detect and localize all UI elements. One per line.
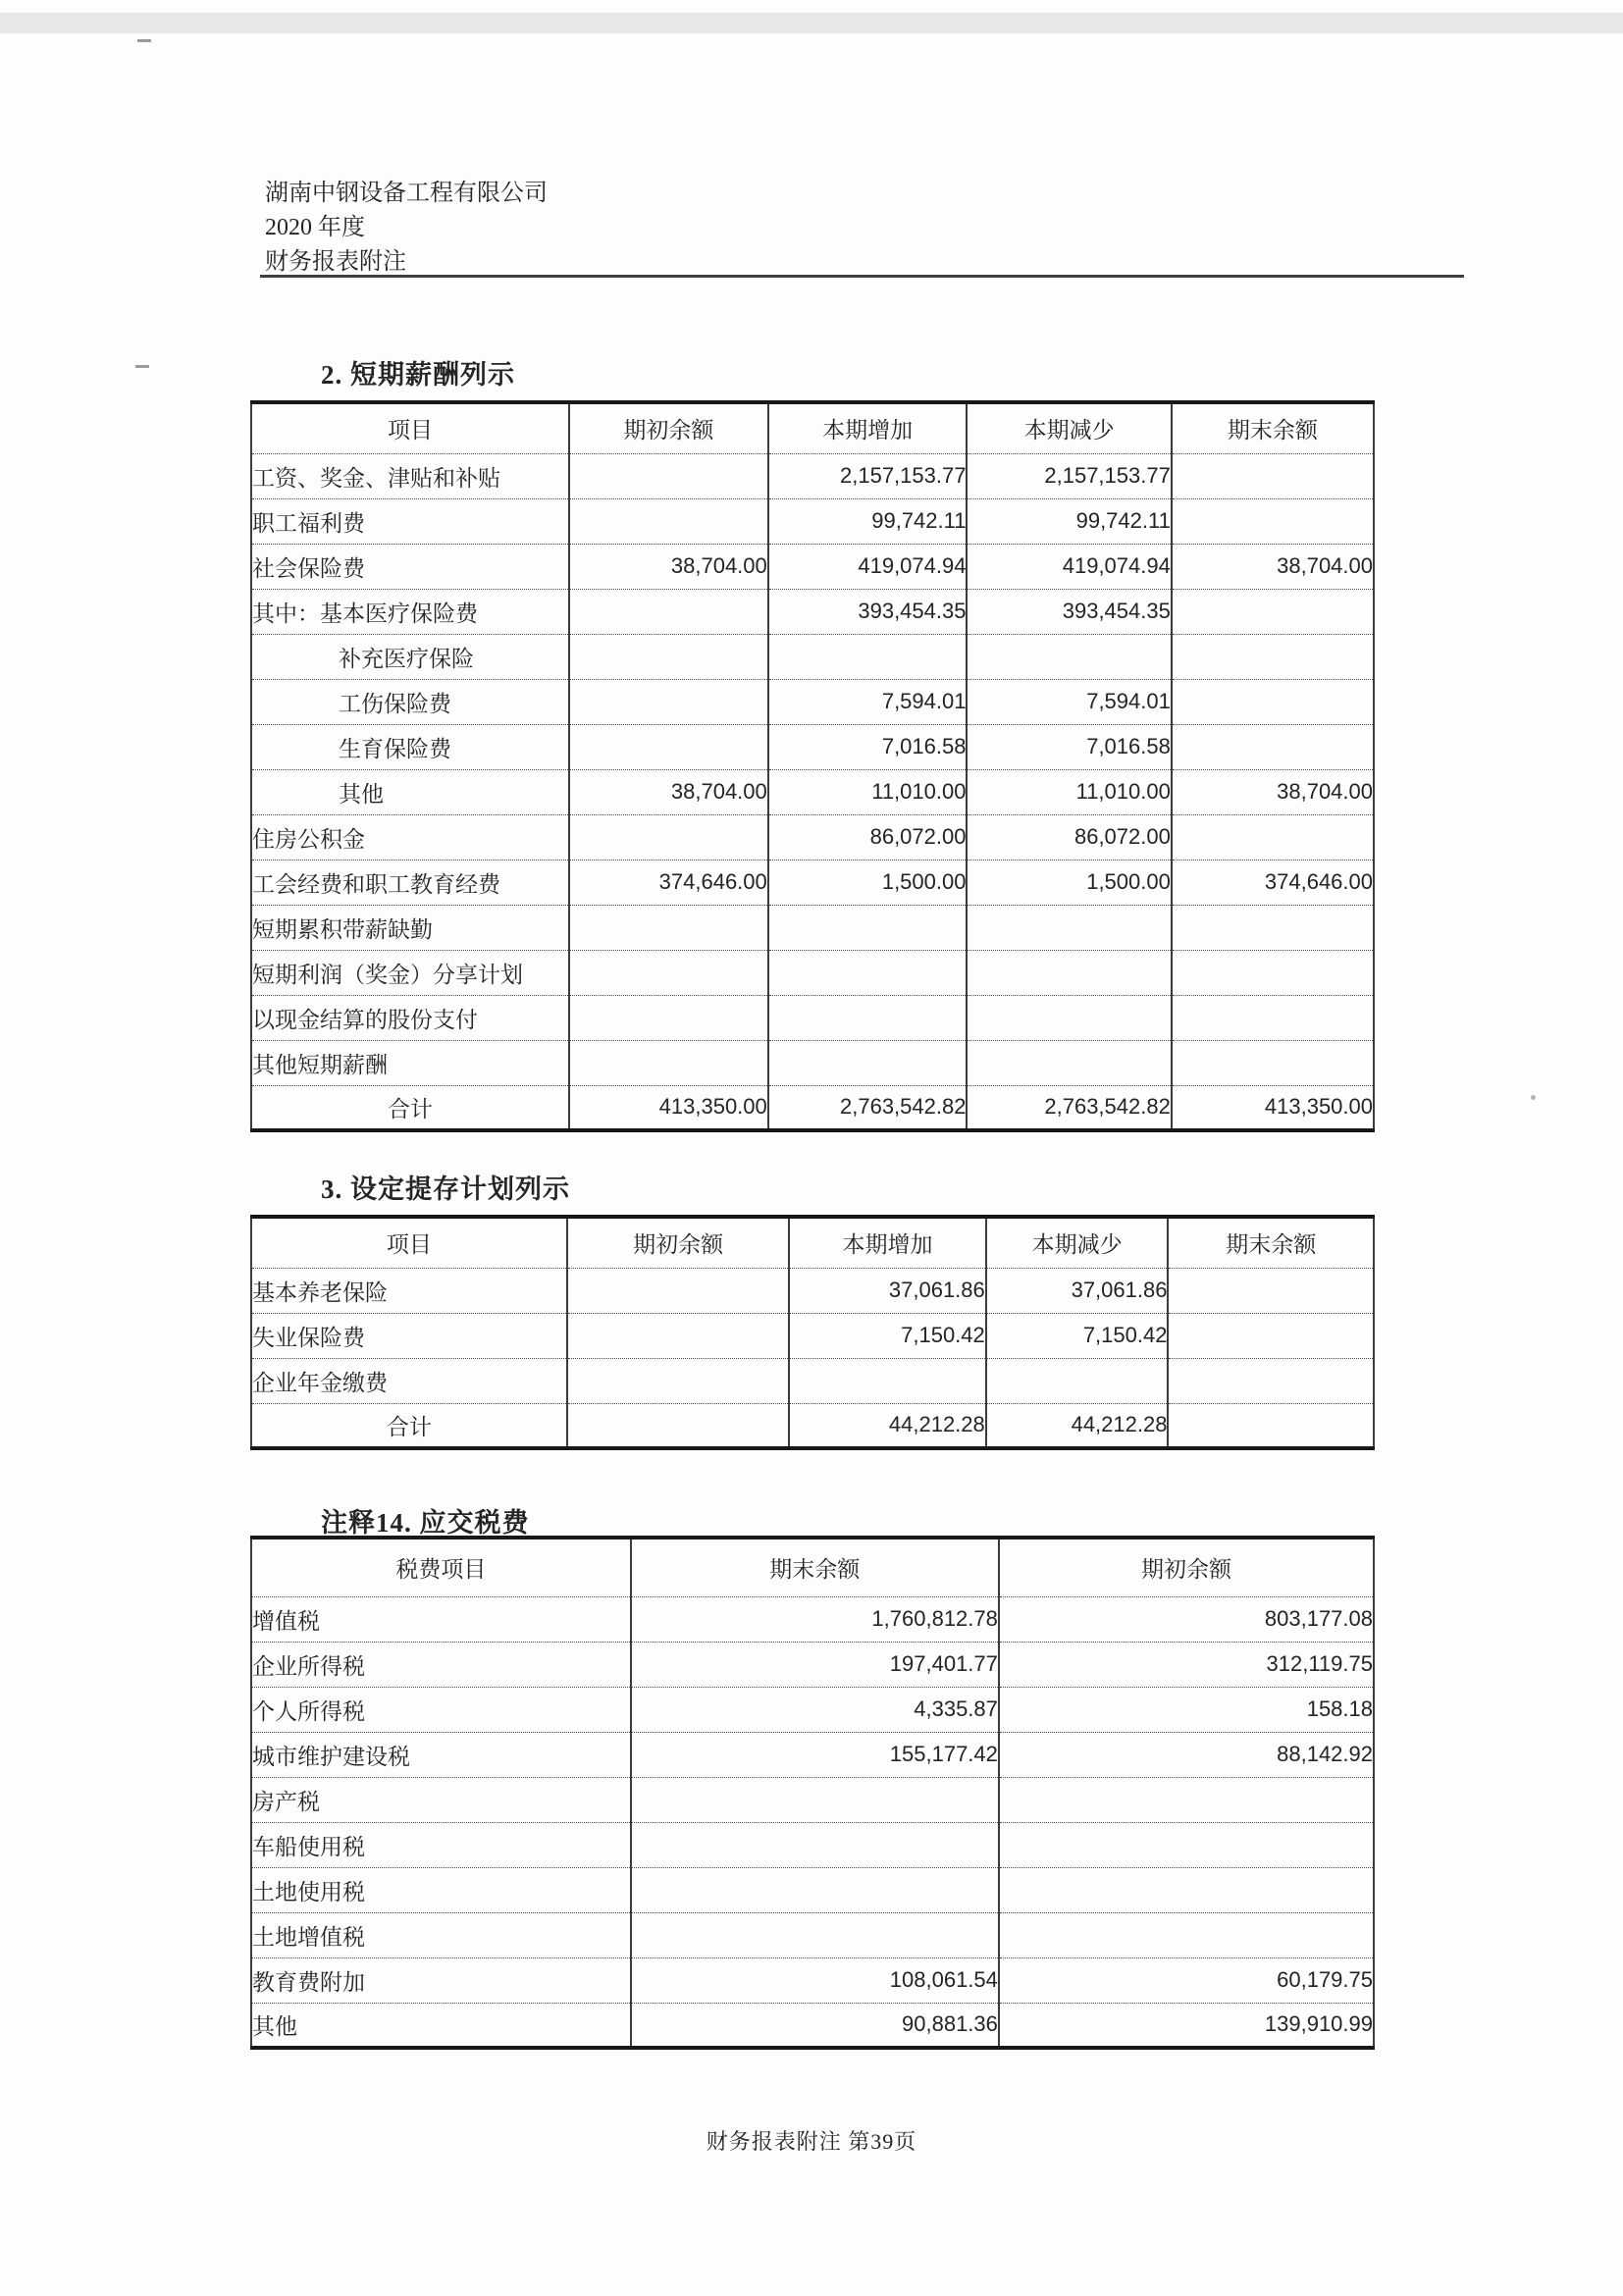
table-row [251, 589, 1374, 634]
column-header: 期初余额 [567, 1217, 790, 1268]
row-label: 补充医疗保险 [251, 634, 569, 679]
taxes-payable-table [250, 1536, 1375, 2050]
cell-value: 1,500.00 [967, 860, 1171, 905]
cell-value [631, 1867, 999, 1912]
table-row [251, 1085, 1374, 1130]
row-label: 短期累积带薪缺勤 [251, 905, 569, 950]
cell-value [569, 905, 768, 950]
cell-value [967, 995, 1171, 1040]
cell-value: 90,881.36 [631, 2003, 999, 2048]
cell-value [967, 634, 1171, 679]
table-row [251, 1687, 1374, 1732]
cell-value: 419,074.94 [768, 544, 968, 589]
table-row [251, 1596, 1374, 1642]
scan-artifact [137, 39, 151, 42]
cell-value [1168, 1403, 1374, 1448]
report-period: 2020 年度 [265, 215, 365, 240]
cell-value [1172, 589, 1374, 634]
cell-value: 7,594.01 [967, 679, 1171, 724]
cell-value [1168, 1358, 1374, 1403]
cell-value: 44,212.28 [986, 1403, 1169, 1448]
cell-value [1172, 679, 1374, 724]
table-row [251, 1957, 1374, 2003]
cell-value: 7,150.42 [789, 1313, 985, 1358]
cell-value [567, 1358, 790, 1403]
cell-value: 158.18 [999, 1687, 1374, 1732]
cell-value: 38,704.00 [1172, 544, 1374, 589]
cell-value [1172, 1040, 1374, 1085]
row-label: 其他 [251, 2003, 631, 2048]
cell-value [999, 1822, 1374, 1867]
table-row [251, 1040, 1374, 1085]
row-label: 企业年金缴费 [251, 1358, 567, 1403]
cell-value: 413,350.00 [1172, 1085, 1374, 1130]
cell-value [569, 498, 768, 544]
cell-value [967, 1040, 1171, 1085]
cell-value [569, 950, 768, 995]
row-label: 城市维护建设税 [251, 1732, 631, 1777]
cell-value: 4,335.87 [631, 1687, 999, 1732]
table-row [251, 769, 1374, 814]
page-footer: 财务报表附注 第39页 [706, 2129, 917, 2154]
cell-value [631, 1822, 999, 1867]
cell-value: 1,760,812.78 [631, 1596, 999, 1642]
scan-artifact [135, 365, 149, 368]
cell-value [999, 1777, 1374, 1822]
cell-value [768, 995, 968, 1040]
table-row [251, 860, 1374, 905]
document-title: 财务报表附注 [265, 249, 406, 275]
cell-value [569, 724, 768, 769]
cell-value [1172, 634, 1374, 679]
table-row [251, 1912, 1374, 1957]
row-label: 增值税 [251, 1596, 631, 1642]
row-label: 企业所得税 [251, 1642, 631, 1687]
row-label: 失业保险费 [251, 1313, 567, 1358]
table-header-row [251, 402, 1374, 453]
cell-value: 2,763,542.82 [768, 1085, 968, 1130]
table-header-row [251, 1538, 1374, 1596]
cell-value [1172, 453, 1374, 498]
column-header: 税费项目 [395, 1557, 487, 1583]
column-header: 项目 [388, 418, 434, 444]
row-label: 工伤保险费 [251, 679, 569, 724]
cell-value: 139,910.99 [999, 2003, 1374, 2048]
table-row [251, 950, 1374, 995]
cell-value: 44,212.28 [789, 1403, 985, 1448]
cell-value [986, 1358, 1169, 1403]
cell-value: 155,177.42 [631, 1732, 999, 1777]
cell-value: 1,500.00 [768, 860, 968, 905]
short-term-compensation-table [250, 400, 1375, 1132]
cell-value: 7,150.42 [986, 1313, 1169, 1358]
column-header: 本期减少 [967, 402, 1171, 453]
cell-value [631, 1912, 999, 1957]
table-row [251, 1822, 1374, 1867]
cell-value: 413,350.00 [569, 1085, 768, 1130]
cell-value [569, 589, 768, 634]
cell-value [569, 814, 768, 860]
cell-value: 86,072.00 [768, 814, 968, 860]
row-label: 其他短期薪酬 [251, 1040, 569, 1085]
table-row [251, 1777, 1374, 1822]
cell-value: 99,742.11 [967, 498, 1171, 544]
cell-value [1168, 1313, 1374, 1358]
table-row [251, 679, 1374, 724]
cell-value [1172, 905, 1374, 950]
cell-value: 419,074.94 [967, 544, 1171, 589]
table-row [251, 2003, 1374, 2048]
table-row [251, 905, 1374, 950]
row-label: 合计 [251, 1403, 567, 1448]
cell-value [768, 950, 968, 995]
table-row [251, 1867, 1374, 1912]
scan-artifact [1531, 1095, 1536, 1100]
cell-value [789, 1358, 985, 1403]
cell-value [631, 1777, 999, 1822]
section-title-short-term-comp: 2. 短期薪酬列示 [321, 360, 515, 390]
row-label: 土地使用税 [251, 1867, 631, 1912]
table-row [251, 544, 1374, 589]
cell-value [1172, 814, 1374, 860]
cell-value: 803,177.08 [999, 1596, 1374, 1642]
cell-value [1168, 1268, 1374, 1313]
cell-value [1172, 724, 1374, 769]
column-header: 期末余额 [1172, 402, 1374, 453]
table-header-row [251, 1217, 1374, 1268]
cell-value: 37,061.86 [789, 1268, 985, 1313]
cell-value: 7,594.01 [768, 679, 968, 724]
cell-value: 86,072.00 [967, 814, 1171, 860]
cell-value: 60,179.75 [999, 1957, 1374, 2003]
table-row [251, 1313, 1374, 1358]
defined-contribution-table [250, 1215, 1375, 1450]
cell-value [569, 679, 768, 724]
cell-value: 393,454.35 [967, 589, 1171, 634]
cell-value: 99,742.11 [768, 498, 968, 544]
row-label: 社会保险费 [251, 544, 569, 589]
cell-value [967, 905, 1171, 950]
column-header: 项目 [386, 1232, 432, 1258]
table-row [251, 724, 1374, 769]
table-row [251, 1268, 1374, 1313]
cell-value: 374,646.00 [569, 860, 768, 905]
cell-value [569, 453, 768, 498]
cell-value [768, 905, 968, 950]
row-label: 车船使用税 [251, 1822, 631, 1867]
cell-value [567, 1403, 790, 1448]
table-row [251, 995, 1374, 1040]
cell-value: 11,010.00 [967, 769, 1171, 814]
row-label: 房产税 [251, 1777, 631, 1822]
column-header: 本期增加 [768, 402, 968, 453]
row-label: 教育费附加 [251, 1957, 631, 2003]
cell-value: 38,704.00 [569, 769, 768, 814]
table-row [251, 1403, 1374, 1448]
cell-value: 7,016.58 [768, 724, 968, 769]
column-header: 期初余额 [569, 402, 768, 453]
row-label: 土地增值税 [251, 1912, 631, 1957]
cell-value [768, 634, 968, 679]
cell-value [1172, 498, 1374, 544]
row-label: 职工福利费 [251, 498, 569, 544]
table-row [251, 498, 1374, 544]
cell-value: 312,119.75 [999, 1642, 1374, 1687]
cell-value [1172, 995, 1374, 1040]
cell-value [1172, 950, 1374, 995]
cell-value [569, 634, 768, 679]
cell-value: 393,454.35 [768, 589, 968, 634]
cell-value [569, 995, 768, 1040]
cell-value [569, 1040, 768, 1085]
cell-value [567, 1313, 790, 1358]
column-header: 本期减少 [986, 1217, 1169, 1268]
row-label: 基本养老保险 [251, 1268, 567, 1313]
row-label: 个人所得税 [251, 1687, 631, 1732]
row-label: 工资、奖金、津贴和补贴 [251, 453, 569, 498]
cell-value [999, 1912, 1374, 1957]
row-label: 短期利润（奖金）分享计划 [251, 950, 569, 995]
table-row [251, 1358, 1374, 1403]
table-row [251, 453, 1374, 498]
cell-value: 197,401.77 [631, 1642, 999, 1687]
column-header: 期初余额 [999, 1538, 1374, 1596]
cell-value [567, 1268, 790, 1313]
section-title-defined-contribution: 3. 设定提存计划列示 [321, 1174, 570, 1204]
row-label: 合计 [251, 1085, 569, 1130]
row-label: 工会经费和职工教育经费 [251, 860, 569, 905]
cell-value: 108,061.54 [631, 1957, 999, 2003]
row-label: 其中：基本医疗保险费 [251, 589, 569, 634]
table-row [251, 1642, 1374, 1687]
column-header: 本期增加 [789, 1217, 985, 1268]
row-label: 住房公积金 [251, 814, 569, 860]
table-row [251, 634, 1374, 679]
cell-value [999, 1867, 1374, 1912]
cell-value: 2,157,153.77 [967, 453, 1171, 498]
company-name: 湖南中钢设备工程有限公司 [265, 181, 548, 206]
header-divider [260, 275, 1464, 278]
section-title-taxes-payable: 注释14. 应交税费 [321, 1508, 530, 1538]
cell-value [967, 950, 1171, 995]
table-row [251, 1732, 1374, 1777]
cell-value: 11,010.00 [768, 769, 968, 814]
cell-value: 38,704.00 [1172, 769, 1374, 814]
cell-value [768, 1040, 968, 1085]
row-label: 以现金结算的股份支付 [251, 995, 569, 1040]
column-header: 期末余额 [1168, 1217, 1374, 1268]
cell-value: 2,157,153.77 [768, 453, 968, 498]
cell-value: 7,016.58 [967, 724, 1171, 769]
table-row [251, 814, 1374, 860]
document-header [265, 177, 548, 280]
cell-value: 374,646.00 [1172, 860, 1374, 905]
scan-edge-band [0, 13, 1623, 33]
row-label: 生育保险费 [251, 724, 569, 769]
cell-value: 88,142.92 [999, 1732, 1374, 1777]
cell-value: 38,704.00 [569, 544, 768, 589]
cell-value: 2,763,542.82 [967, 1085, 1171, 1130]
column-header: 期末余额 [631, 1538, 999, 1596]
cell-value: 37,061.86 [986, 1268, 1169, 1313]
row-label: 其他 [251, 769, 569, 814]
